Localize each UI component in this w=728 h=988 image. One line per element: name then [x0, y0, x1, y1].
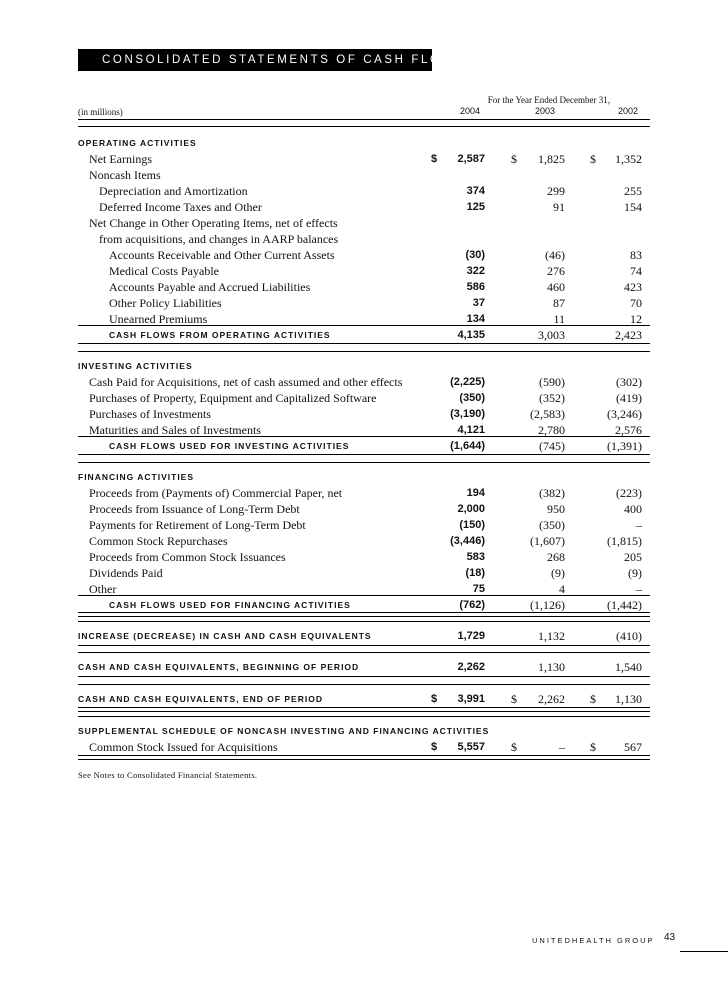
table-rule [78, 716, 650, 717]
subtotal-row [0, 438, 728, 454]
value-2004: (30) [465, 249, 485, 261]
table-rule [78, 126, 650, 127]
value-2002: 2,576 [615, 423, 642, 437]
value-2004: 194 [466, 487, 485, 499]
footnote: See Notes to Consolidated Financial Statements. [78, 770, 258, 780]
value-2004: 583 [466, 551, 485, 563]
year-header-2003: 2003 [534, 106, 555, 116]
row-label: Purchases of Property, Equipment and Capitalized Software [89, 391, 377, 405]
value-2002: (302) [616, 375, 642, 389]
value-2003: (46) [545, 248, 565, 262]
table-row [0, 279, 728, 295]
value-2002: 154 [624, 200, 642, 214]
value-2004: 4,135 [457, 329, 485, 341]
value-2004: 134 [466, 313, 485, 325]
value-2002: 2,423 [615, 328, 642, 342]
table-rule [78, 462, 650, 463]
table-row [0, 390, 728, 406]
table-row [0, 183, 728, 199]
value-2004: 4,121 [457, 424, 485, 436]
value-2003: (745) [539, 439, 565, 453]
table-row [0, 247, 728, 263]
value-2004: 2,262 [457, 661, 485, 673]
row-label: Other [89, 582, 117, 596]
row-label: SUPPLEMENTAL SCHEDULE OF NONCASH INVESTING AND FINANCING ACTIVITIES [78, 726, 490, 736]
row-label: Dividends Paid [89, 566, 163, 580]
currency-symbol-2003: $ [511, 152, 517, 166]
table-rule [78, 707, 650, 712]
table-row [0, 295, 728, 311]
table-row [0, 311, 728, 327]
row-label: Deferred Income Taxes and Other [99, 200, 262, 214]
row-label: INCREASE (DECREASE) IN CASH AND CASH EQUIVALENTS [78, 631, 372, 641]
table-rule [78, 676, 650, 677]
table-row [0, 422, 728, 438]
footer-company: UNITEDHEALTH GROUP [532, 936, 655, 945]
value-2004: (18) [465, 567, 485, 579]
table-rule [78, 684, 650, 685]
value-2004: 586 [466, 281, 485, 293]
currency-symbol-2004: $ [431, 153, 438, 165]
section-heading [0, 135, 728, 151]
value-2004: 2,587 [457, 153, 485, 165]
row-label: Common Stock Repurchases [89, 534, 228, 548]
value-2002: 1,130 [615, 692, 642, 706]
table-row [0, 215, 728, 231]
value-2003: (1,126) [530, 598, 565, 612]
value-2002: (1,442) [607, 598, 642, 612]
table-row [0, 549, 728, 565]
row-label: Purchases of Investments [89, 407, 211, 421]
row-label: Proceeds from (Payments of) Commercial Paper, net [89, 486, 343, 500]
value-2004: (350) [459, 392, 485, 404]
row-label: FINANCING ACTIVITIES [78, 472, 195, 482]
row-label: Cash Paid for Acquisitions, net of cash assumed and other effects [89, 375, 403, 389]
year-header-2004: 2004 [459, 106, 480, 116]
value-2003: 460 [547, 280, 565, 294]
value-2003: (382) [539, 486, 565, 500]
value-2004: 75 [472, 583, 485, 595]
table-rule [78, 621, 650, 622]
currency-symbol-2003: $ [511, 740, 517, 754]
currency-symbol-2002: $ [590, 692, 596, 706]
row-label: CASH FLOWS FROM OPERATING ACTIVITIES [109, 330, 331, 340]
value-2004: 322 [466, 265, 485, 277]
value-2003: 950 [547, 502, 565, 516]
row-label: Net Change in Other Operating Items, net of effects [89, 216, 338, 230]
row-label: CASH AND CASH EQUIVALENTS, BEGINNING OF PERIOD [78, 662, 360, 672]
currency-symbol-2002: $ [590, 152, 596, 166]
value-2004: 5,557 [457, 741, 485, 753]
value-2003: (352) [539, 391, 565, 405]
value-2004: 37 [472, 297, 485, 309]
value-2003: 299 [547, 184, 565, 198]
currency-symbol-2004: $ [431, 693, 438, 705]
row-label: OPERATING ACTIVITIES [78, 138, 197, 148]
row-label: Accounts Payable and Accrued Liabilities [109, 280, 311, 294]
row-label: Common Stock Issued for Acquisitions [89, 740, 278, 754]
value-2002: (223) [616, 486, 642, 500]
value-2003: 2,262 [538, 692, 565, 706]
footer-rule [680, 951, 728, 952]
table-row [0, 565, 728, 581]
value-2002: (3,246) [607, 407, 642, 421]
value-2003: 3,003 [538, 328, 565, 342]
currency-symbol-2002: $ [590, 740, 596, 754]
table-rule [78, 645, 650, 646]
value-2003: 11 [553, 312, 565, 326]
value-2003: (1,607) [530, 534, 565, 548]
table-row [0, 739, 728, 755]
value-2002: 1,540 [615, 660, 642, 674]
year-header-2002: 2002 [617, 106, 638, 116]
table-row [0, 485, 728, 501]
value-2003: (9) [551, 566, 565, 580]
header-rule [78, 119, 650, 120]
row-label: INVESTING ACTIVITIES [78, 361, 193, 371]
subtotal-row [0, 327, 728, 343]
table-rule [78, 755, 650, 760]
value-2004: (762) [459, 599, 485, 611]
table-rule [78, 343, 650, 344]
unit-label: (in millions) [78, 107, 123, 117]
row-label: Other Policy Liabilities [109, 296, 222, 310]
value-2004: 125 [466, 201, 485, 213]
row-label: Unearned Premiums [109, 312, 208, 326]
value-2003: – [559, 740, 565, 754]
value-2003: 91 [553, 200, 565, 214]
value-2003: (350) [539, 518, 565, 532]
value-2003: 1,132 [538, 629, 565, 643]
value-2002: (9) [628, 566, 642, 580]
value-2004: (150) [459, 519, 485, 531]
table-row [0, 167, 728, 183]
table-row [0, 151, 728, 167]
value-2002: 1,352 [615, 152, 642, 166]
value-2004: 1,729 [457, 630, 485, 642]
value-2002: (410) [616, 629, 642, 643]
table-row [0, 374, 728, 390]
row-label: from acquisitions, and changes in AARP balances [99, 232, 339, 246]
value-2002: 74 [630, 264, 642, 278]
value-2004: (2,225) [450, 376, 485, 388]
table-row [0, 231, 728, 247]
total-row [0, 723, 728, 739]
value-2002: 83 [630, 248, 642, 262]
table-rule [78, 454, 650, 455]
section-heading [0, 469, 728, 485]
currency-symbol-2004: $ [431, 741, 438, 753]
total-row [0, 659, 728, 675]
value-2002: 12 [630, 312, 642, 326]
table-rule [78, 351, 650, 352]
row-label: CASH AND CASH EQUIVALENTS, END OF PERIOD [78, 694, 323, 704]
total-row [0, 628, 728, 644]
row-label: Net Earnings [89, 152, 152, 166]
value-2002: 255 [624, 184, 642, 198]
value-2002: 205 [624, 550, 642, 564]
value-2003: (2,583) [530, 407, 565, 421]
table-row [0, 581, 728, 597]
value-2003: 87 [553, 296, 565, 310]
row-label: CASH FLOWS USED FOR FINANCING ACTIVITIES [109, 600, 351, 610]
row-label: Medical Costs Payable [109, 264, 219, 278]
row-label: Proceeds from Common Stock Issuances [89, 550, 286, 564]
value-2003: 2,780 [538, 423, 565, 437]
value-2003: (590) [539, 375, 565, 389]
value-2002: – [636, 582, 642, 596]
value-2003: 4 [559, 582, 565, 596]
row-label: CASH FLOWS USED FOR INVESTING ACTIVITIES [109, 441, 350, 451]
row-label: Accounts Receivable and Other Current Assets [109, 248, 335, 262]
row-label: Proceeds from Issuance of Long-Term Debt [89, 502, 300, 516]
value-2003: 268 [547, 550, 565, 564]
table-row [0, 263, 728, 279]
value-2002: 423 [624, 280, 642, 294]
value-2003: 1,130 [538, 660, 565, 674]
value-2004: 374 [466, 185, 485, 197]
value-2004: (3,190) [450, 408, 485, 420]
currency-symbol-2003: $ [511, 692, 517, 706]
value-2003: 276 [547, 264, 565, 278]
table-row [0, 406, 728, 422]
value-2004: 3,991 [457, 693, 485, 705]
table-row [0, 501, 728, 517]
table-row [0, 517, 728, 533]
table-rule [78, 652, 650, 653]
value-2002: (1,815) [607, 534, 642, 548]
row-label: Maturities and Sales of Investments [89, 423, 261, 437]
value-2002: (1,391) [607, 439, 642, 453]
section-heading [0, 358, 728, 374]
row-label: Noncash Items [89, 168, 161, 182]
value-2002: – [636, 518, 642, 532]
value-2002: 70 [630, 296, 642, 310]
period-header: For the Year Ended December 31, [487, 95, 610, 105]
page-number: 43 [664, 932, 676, 943]
row-label: Depreciation and Amortization [99, 184, 248, 198]
value-2002: (419) [616, 391, 642, 405]
value-2004: 2,000 [457, 503, 485, 515]
value-2003: 1,825 [538, 152, 565, 166]
subtotal-row [0, 597, 728, 613]
value-2004: (3,446) [450, 535, 485, 547]
value-2002: 567 [624, 740, 642, 754]
total-row [0, 691, 728, 707]
table-row [0, 199, 728, 215]
row-label: Payments for Retirement of Long-Term Debt [89, 518, 306, 532]
value-2004: (1,644) [450, 440, 485, 452]
table-row [0, 533, 728, 549]
value-2002: 400 [624, 502, 642, 516]
page-title: CONSOLIDATED STATEMENTS OF CASH FLOWS [78, 49, 432, 71]
